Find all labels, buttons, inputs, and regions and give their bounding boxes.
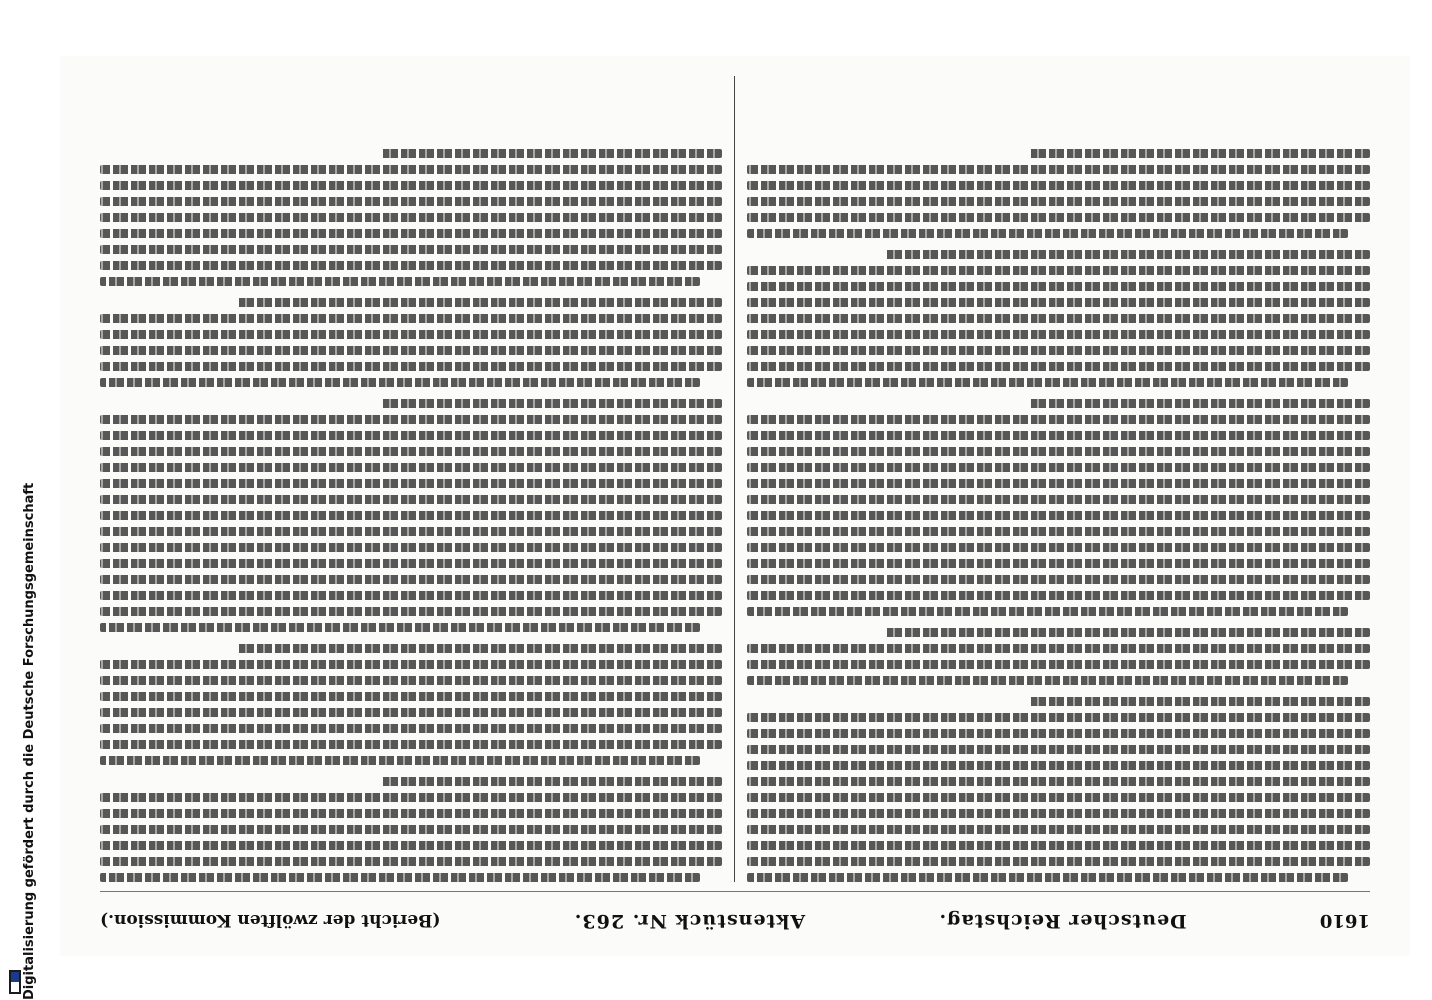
text-line-placeholder [100,623,701,632]
text-line-placeholder [100,511,723,520]
text-line-placeholder [748,314,1371,323]
paragraph-placeholder [100,298,723,387]
text-line-placeholder [100,559,723,568]
text-line-placeholder [100,660,723,669]
text-line-placeholder [100,378,701,387]
dfg-logo [4,968,26,996]
text-line-placeholder [884,250,1370,259]
text-line-placeholder [748,575,1371,584]
text-line-placeholder [748,181,1371,190]
text-line-placeholder [748,330,1371,339]
text-line-placeholder [748,841,1371,850]
text-line-placeholder [748,511,1371,520]
text-line-placeholder [748,431,1371,440]
paragraph-placeholder [748,628,1371,685]
text-line-placeholder [100,277,701,286]
dfg-logo-mark [9,970,21,994]
text-line-placeholder [100,346,723,355]
text-line-placeholder [100,724,723,733]
text-line-placeholder [748,857,1371,866]
text-line-placeholder [100,479,723,488]
text-line-placeholder [748,809,1371,818]
text-line-placeholder [748,266,1371,275]
text-line-placeholder [748,591,1371,600]
paragraph-placeholder [748,697,1371,882]
text-line-placeholder [748,479,1371,488]
paragraph-placeholder [748,149,1371,238]
text-line-placeholder [748,793,1371,802]
paragraph-placeholder [748,399,1371,616]
text-line-placeholder [237,298,723,307]
text-line-placeholder [748,298,1371,307]
text-line-placeholder [100,229,723,238]
text-line-placeholder [748,745,1371,754]
text-line-placeholder [1028,149,1370,158]
text-line-placeholder [100,181,723,190]
text-line-placeholder [748,165,1371,174]
text-line-placeholder [380,149,722,158]
paragraph-placeholder [100,777,723,882]
text-line-placeholder [748,378,1349,387]
text-line-placeholder [380,777,722,786]
text-line-placeholder [748,713,1371,722]
text-line-placeholder [100,756,701,765]
text-line-placeholder [748,447,1371,456]
text-line-placeholder [100,527,723,536]
paragraph-placeholder [748,250,1371,387]
text-line-placeholder [748,644,1371,653]
page-number: 1610 [1319,910,1370,931]
text-line-placeholder [100,415,723,424]
text-line-placeholder [748,660,1371,669]
text-line-placeholder [748,825,1371,834]
text-line-placeholder [100,873,701,882]
header-title: Deutscher Reichstag. [938,910,1187,932]
text-line-placeholder [748,761,1371,770]
text-line-placeholder [380,399,722,408]
text-line-placeholder [748,415,1371,424]
text-line-placeholder [748,543,1371,552]
text-line-placeholder [100,447,723,456]
text-line-placeholder [748,676,1349,685]
text-line-placeholder [1028,399,1370,408]
text-line-placeholder [748,777,1371,786]
footer-credit: Digitalisierung gefördert durch die Deutsche Forschungsgemeinschaft [22,482,37,1000]
text-line-placeholder [748,729,1371,738]
text-line-placeholder [100,314,723,323]
text-line-placeholder [100,825,723,834]
text-line-placeholder [748,463,1371,472]
text-line-placeholder [100,841,723,850]
paragraph-placeholder [100,399,723,632]
text-line-placeholder [748,282,1371,291]
text-line-placeholder [100,692,723,701]
paragraph-placeholder [100,149,723,286]
column-rule [735,76,736,882]
text-line-placeholder [748,607,1349,616]
text-line-placeholder [100,793,723,802]
text-line-placeholder [100,165,723,174]
footer-strip [0,0,40,1000]
left-column [748,76,1371,882]
text-line-placeholder [748,873,1349,882]
text-line-placeholder [100,591,723,600]
text-line-placeholder [100,261,723,270]
text-line-placeholder [748,559,1371,568]
scanned-page [60,56,1410,956]
text-line-placeholder [100,362,723,371]
text-line-placeholder [748,197,1371,206]
text-line-placeholder [100,708,723,717]
text-line-placeholder [100,857,723,866]
text-line-placeholder [100,431,723,440]
text-line-placeholder [100,495,723,504]
text-line-placeholder [748,362,1371,371]
text-line-placeholder [748,229,1349,238]
page-header [100,891,1370,932]
text-line-placeholder [100,575,723,584]
text-line-placeholder [100,330,723,339]
text-line-placeholder [748,213,1371,222]
text-line-placeholder [237,644,723,653]
right-column [100,76,723,882]
text-columns [100,76,1370,882]
text-line-placeholder [748,346,1371,355]
header-commission: (Bericht der zwölften Kommission.) [100,910,441,930]
text-line-placeholder [100,197,723,206]
text-line-placeholder [1028,697,1370,706]
text-line-placeholder [100,740,723,749]
text-line-placeholder [100,213,723,222]
text-line-placeholder [100,676,723,685]
text-line-placeholder [100,463,723,472]
text-line-placeholder [100,607,723,616]
paragraph-placeholder [100,644,723,765]
text-line-placeholder [884,628,1370,637]
text-line-placeholder [748,527,1371,536]
text-line-placeholder [100,809,723,818]
text-line-placeholder [100,245,723,254]
text-line-placeholder [748,495,1371,504]
header-document: Aktenstück Nr. 263. [573,910,806,932]
text-line-placeholder [100,543,723,552]
